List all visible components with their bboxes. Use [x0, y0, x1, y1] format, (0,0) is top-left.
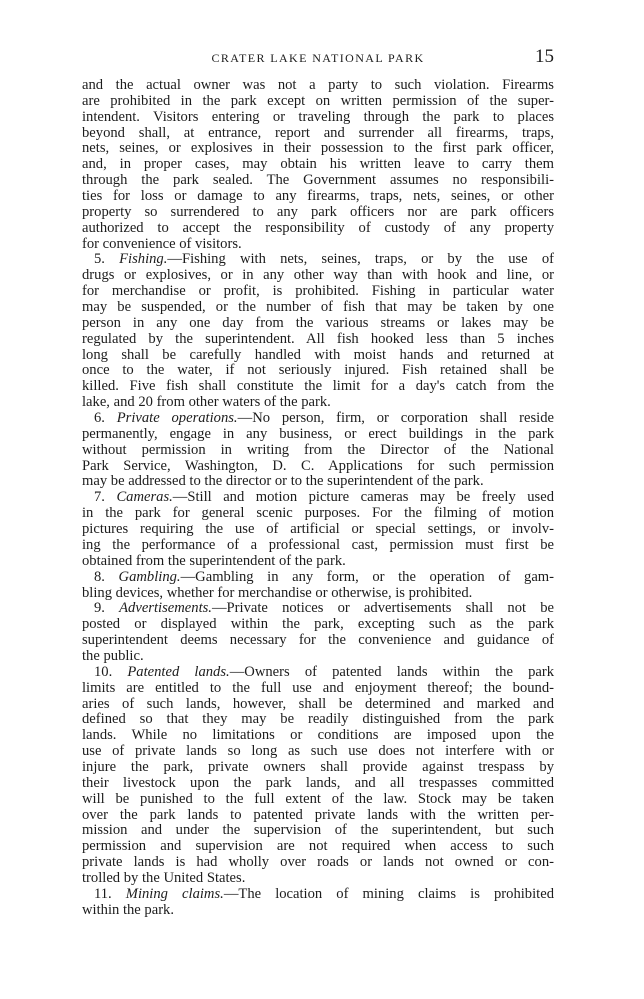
section-number: 5. [94, 251, 120, 268]
line-text: —Private notices or advertisements shall not be [211, 600, 555, 617]
line-text: over the park lands to patented private lands with the written per- [82, 806, 554, 823]
section-heading: Private operations. [116, 410, 238, 427]
line-text: and the actual owner was not a party to such violation. Firearms [82, 77, 554, 93]
line-text: drugs or explosives, or in any other way than with hook and line, or [82, 267, 554, 284]
line-text: —Still and motion picture cameras may be freely used [172, 489, 554, 506]
section-heading: Gambling. [118, 568, 181, 585]
text-line [82, 839, 554, 855]
text-line [82, 268, 554, 284]
text-line [82, 205, 554, 221]
text-line [82, 173, 554, 189]
line-text: aries of such lands, however, shall be determined and marked and [82, 695, 554, 712]
line-text: —The location of mining claims is prohibited [223, 885, 554, 902]
line-text: private lands is had wholly over roads or lands not owned or con- [82, 854, 554, 871]
line-text: and, in proper cases, may obtain his written leave to carry them [82, 156, 554, 173]
text-line [82, 141, 554, 157]
line-text: lands. While no limitations or conditions are imposed upon the [82, 727, 554, 744]
line-text: bling devices, whether for merchandise or otherwise, is prohibited. [82, 584, 473, 601]
line-text: without permission in writing from the Director of the National [82, 441, 554, 458]
text-line [82, 348, 554, 364]
line-text: within the park. [82, 901, 175, 918]
text-line [82, 284, 554, 300]
line-text: posted or displayed within the park, excepting such as the park [82, 616, 554, 633]
line-text: injure the park, private owners shall provide against trespass by [82, 758, 554, 775]
text-line [82, 697, 554, 713]
text-line [82, 855, 554, 871]
page-header [82, 46, 554, 68]
text-line [82, 490, 554, 506]
text-line [82, 522, 554, 538]
text-line [82, 126, 554, 142]
text-line [82, 744, 554, 760]
line-text: nets, seines, or explosives in their possession to the first park officer, [82, 140, 554, 157]
line-text: the public. [82, 647, 144, 664]
text-line [82, 474, 554, 490]
line-text: for merchandise or profit, is prohibited. Fishing in particular water [82, 283, 554, 300]
line-text: through the park sealed. The Government assumes no responsibili- [82, 172, 554, 189]
section-number: 8. [94, 568, 119, 585]
text-line [82, 427, 554, 443]
running-head: CRATER LAKE NATIONAL PARK [211, 51, 425, 65]
line-text: —No person, firm, or corporation shall reside [237, 410, 555, 427]
line-text: regulated by the superintendent. All fish hooked less than 5 inches [82, 330, 554, 347]
text-line [82, 601, 554, 617]
line-text: ties for loss or damage to any firearms, traps, nets, seines, or other [82, 188, 554, 205]
text-line [82, 332, 554, 348]
line-text: their livestock upon the park lands, and all trespasses committed [82, 774, 554, 791]
text-line [82, 823, 554, 839]
page-number: 15 [535, 46, 554, 67]
line-text: person in any one day from the various streams or lakes may be [82, 314, 554, 331]
text-line [82, 681, 554, 697]
text-line [82, 871, 554, 887]
text-line [82, 712, 554, 728]
text-line [82, 221, 554, 237]
text-line [82, 808, 554, 824]
section-heading: Advertisements. [119, 600, 212, 617]
line-text: beyond shall, at entrance, report and surrender all firearms, traps, [82, 124, 554, 141]
section-heading: Cameras. [116, 489, 173, 506]
text-line [82, 443, 554, 459]
text-line [82, 665, 554, 681]
line-text: superintendent deems necessary for the convenience and guidance of [82, 632, 554, 649]
text-line [82, 570, 554, 586]
line-text: —Owners of patented lands within the park [229, 663, 555, 680]
line-text: obtained from the superintendent of the park. [82, 552, 346, 569]
section-number: 7. [94, 489, 117, 506]
line-text: long shall be carefully handled with moist hands and returned at [82, 346, 554, 363]
text-line [82, 887, 554, 903]
text-line [82, 617, 554, 633]
line-text: permanently, engage in any business, or erect buildings in the park [82, 425, 554, 442]
line-text: are prohibited in the park except on written permission of the super- [82, 92, 554, 109]
text-line [82, 554, 554, 570]
section-number: 9. [94, 600, 120, 617]
text-line [82, 728, 554, 744]
text-line [82, 379, 554, 395]
section-number: 6. [94, 410, 117, 427]
text-line [82, 395, 554, 411]
text-line [82, 316, 554, 332]
text-line [82, 459, 554, 475]
text-line [82, 252, 554, 268]
text-line [82, 792, 554, 808]
text-line [82, 94, 554, 110]
line-text: intendent. Visitors entering or traveling through the park to places [82, 108, 554, 125]
text-line [82, 363, 554, 379]
text-line [82, 300, 554, 316]
section-heading: Patented lands. [127, 663, 230, 680]
body-text [82, 78, 554, 919]
section-number: 11. [94, 885, 126, 902]
text-line [82, 538, 554, 554]
line-text: defined so that they may be readily distinguished from the park [82, 711, 554, 728]
line-text: limits are entitled to the full use and enjoyment thereof; the bound- [82, 679, 554, 696]
line-text: killed. Five fish shall constitute the limit for a day's catch from the [82, 378, 554, 395]
text-line [82, 237, 554, 253]
line-text: in the park for general scenic purposes. For the filming of motion [82, 505, 554, 522]
text-line [82, 189, 554, 205]
text-line [82, 760, 554, 776]
line-text: use of private lands so long as such use does not interfere with or [82, 743, 554, 760]
line-text: may be suspended, or the number of fish that may be taken by one [82, 299, 554, 316]
text-line [82, 776, 554, 792]
text-line [82, 411, 554, 427]
line-text: property so surrendered to any park officers nor are park officers [82, 203, 554, 220]
text-line [82, 157, 554, 173]
line-text: —Gambling in any form, or the operation of gam- [180, 568, 555, 585]
line-text: mission and under the supervision of the superintendent, but such [82, 822, 554, 839]
line-text: permission and supervision are not required when access to such [82, 838, 554, 855]
line-text: pictures requiring the use of artificial or special settings, or involv- [82, 521, 554, 538]
line-text: once to the water, if not seriously injured. Fish retained shall be [82, 362, 554, 379]
line-text: lake, and 20 from other waters of the park. [82, 394, 331, 411]
line-text: —Fishing with nets, seines, traps, or by the use of [167, 251, 554, 268]
text-line [82, 649, 554, 665]
line-text: ing the performance of a professional cast, permission must first be [82, 536, 554, 553]
text-line [82, 506, 554, 522]
text-line [82, 633, 554, 649]
line-text: trolled by the United States. [82, 869, 246, 886]
line-text: authorized to accept the responsibility of custody of any property [82, 219, 554, 236]
text-line [82, 586, 554, 602]
text-line [82, 78, 554, 94]
section-heading: Fishing. [119, 251, 168, 268]
section-heading: Mining claims. [125, 885, 224, 902]
line-text: may be addressed to the director or to the superintendent of the park. [82, 473, 484, 490]
line-text: Park Service, Washington, D. C. Applications for such permission [82, 457, 554, 474]
line-text: for convenience of visitors. [82, 235, 242, 252]
line-text: will be punished to the full extent of the law. Stock may be taken [82, 790, 554, 807]
section-number: 10. [94, 663, 128, 680]
text-line [82, 110, 554, 126]
text-line [82, 903, 554, 919]
